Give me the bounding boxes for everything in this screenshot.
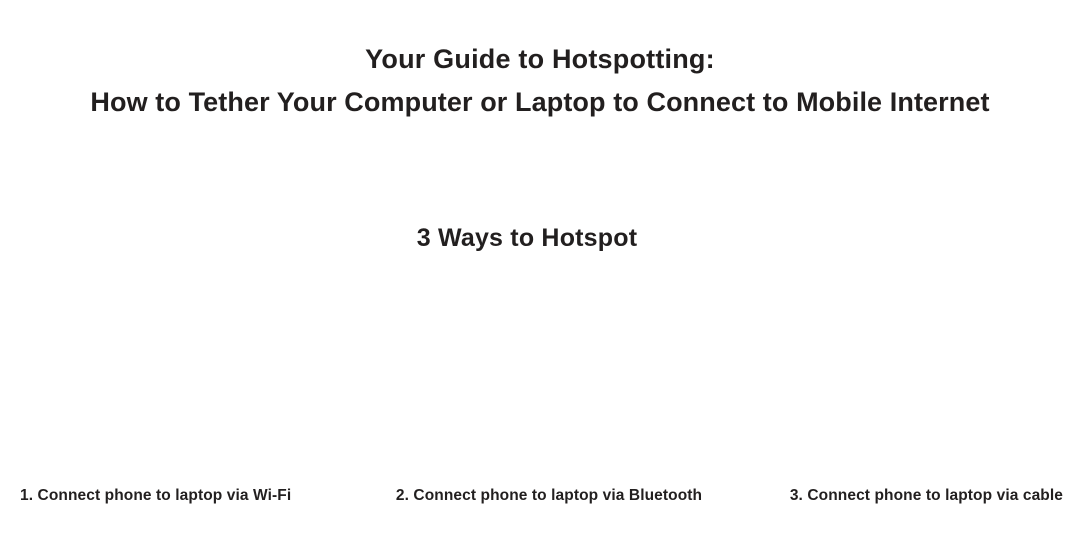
method-column-2 [360, 487, 720, 505]
section-heading: 3 Ways to Hotspot [416, 224, 638, 252]
method-label-2: 2. Connect phone to laptop via Bluetooth [395, 487, 703, 504]
method-column-3 [720, 487, 1080, 505]
method-label-3: 3. Connect phone to laptop via cable [789, 487, 1063, 504]
document-title [0, 44, 1080, 119]
method-label-1: 1. Connect phone to laptop via Wi-Fi [20, 487, 292, 504]
title-line-secondary: How to Tether Your Computer or Laptop to Connect to Mobile Internet [90, 86, 990, 117]
title-line-primary: Your Guide to Hotspotting: [365, 44, 715, 74]
method-column-1 [0, 487, 360, 505]
methods-row [0, 487, 1080, 505]
